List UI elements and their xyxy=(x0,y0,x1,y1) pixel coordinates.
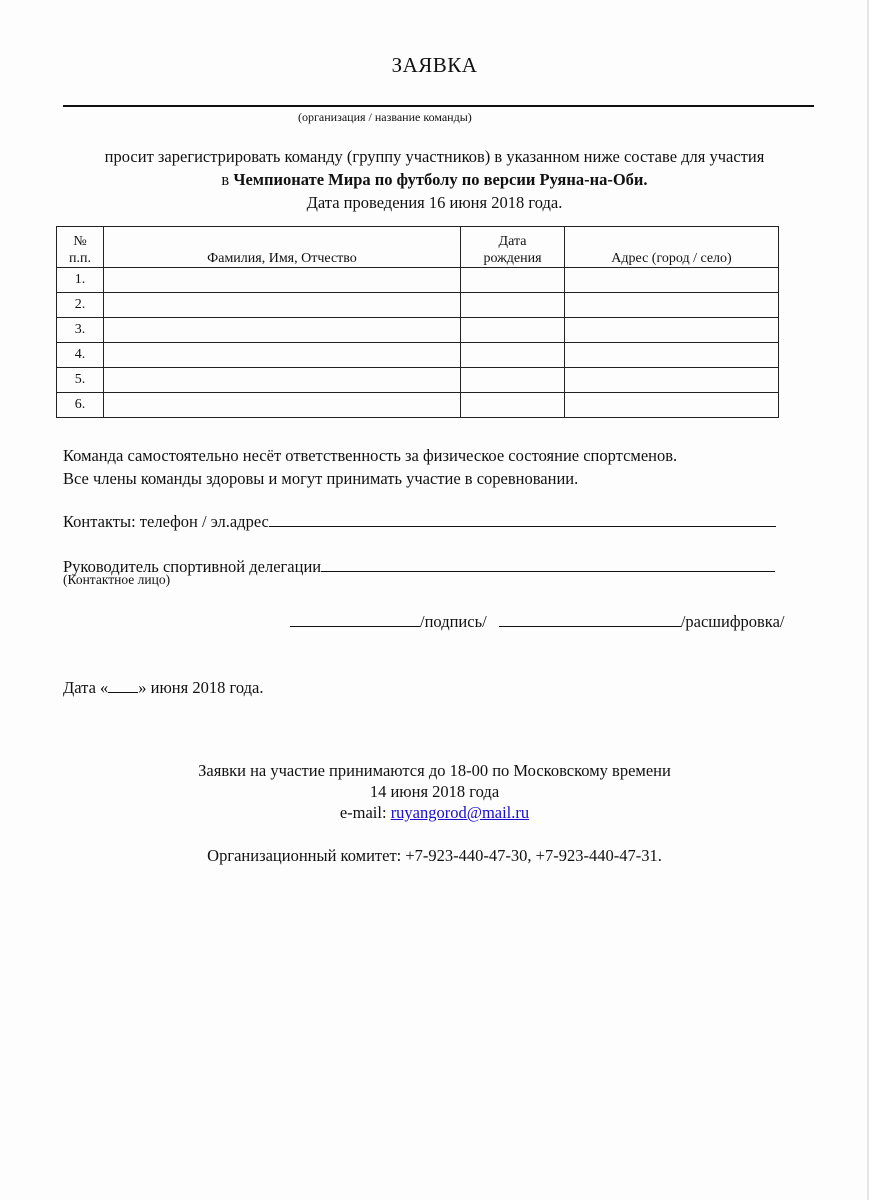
footer-notice xyxy=(0,760,869,823)
signature-blank-line[interactable] xyxy=(290,610,420,627)
address-cell[interactable] xyxy=(565,368,779,393)
table-row xyxy=(57,268,779,293)
participants-table xyxy=(56,226,779,418)
birth-date-cell[interactable] xyxy=(461,343,565,368)
contact-person-caption: (Контактное лицо) xyxy=(63,572,171,587)
name-cell[interactable] xyxy=(104,268,461,293)
birth-date-cell[interactable] xyxy=(461,293,565,318)
header-address: Адрес (город / село) xyxy=(565,227,779,268)
organization-blank-line xyxy=(63,105,814,107)
table-header-row xyxy=(57,227,779,268)
header-number xyxy=(57,227,104,268)
event-name: Чемпионате Мира по футболу по версии Руяна-на-Оби. xyxy=(233,170,648,189)
signature-row xyxy=(290,610,785,632)
table-row xyxy=(57,368,779,393)
header-birth-date-bottom: рождения xyxy=(483,251,542,266)
header-birth-date-top: Дата xyxy=(498,234,527,249)
footer-line-2: 14 июня 2018 года xyxy=(369,782,500,801)
contacts-label: Контакты: телефон / эл.адрес xyxy=(63,512,269,531)
signature-label: /подпись/ xyxy=(420,612,487,631)
table-row xyxy=(57,343,779,368)
header-full-name: Фамилия, Имя, Отчество xyxy=(104,227,461,268)
decoding-label: /расшифровка/ xyxy=(680,612,785,631)
contacts-blank-line[interactable] xyxy=(269,510,776,527)
name-cell[interactable] xyxy=(104,318,461,343)
responsibility-line-2: Все члены команды здоровы и могут принимать участие в соревновании. xyxy=(63,469,579,488)
responsibility-line-1: Команда самостоятельно несёт ответственность за физическое состояние спортсменов. xyxy=(63,446,678,465)
email-link[interactable]: ruyangorod@mail.ru xyxy=(390,803,530,822)
header-birth-date xyxy=(461,227,565,268)
table-row xyxy=(57,293,779,318)
row-number: 6. xyxy=(57,393,104,418)
leader-label: Руководитель спортивной делегации xyxy=(63,557,322,576)
date-row xyxy=(63,676,263,698)
date-prefix: Дата « xyxy=(63,678,109,697)
date-day-blank[interactable] xyxy=(108,676,138,693)
intro-text xyxy=(0,145,869,214)
table-row xyxy=(57,318,779,343)
footer-email-row xyxy=(0,802,869,823)
contacts-row xyxy=(63,510,808,533)
document-title: ЗАЯВКА xyxy=(391,53,478,77)
address-cell[interactable] xyxy=(565,318,779,343)
organizing-committee: Организационный комитет: +7-923-440-47-30, +7-923-440-47-31. xyxy=(207,846,662,865)
birth-date-cell[interactable] xyxy=(461,368,565,393)
address-cell[interactable] xyxy=(565,293,779,318)
header-number-top: № xyxy=(73,234,87,249)
row-number: 5. xyxy=(57,368,104,393)
intro-line-2 xyxy=(0,168,869,191)
leader-row xyxy=(63,555,813,578)
footer-email-label: e-mail: xyxy=(339,803,391,822)
date-suffix: » июня 2018 года. xyxy=(138,678,264,697)
name-cell[interactable] xyxy=(104,368,461,393)
footer-line-1: Заявки на участие принимаются до 18-00 по Московскому времени xyxy=(198,761,671,780)
address-cell[interactable] xyxy=(565,393,779,418)
birth-date-cell[interactable] xyxy=(461,318,565,343)
address-cell[interactable] xyxy=(565,343,779,368)
row-number: 3. xyxy=(57,318,104,343)
leader-blank-line[interactable] xyxy=(321,555,775,572)
decoding-blank-line[interactable] xyxy=(499,610,681,627)
address-cell[interactable] xyxy=(565,268,779,293)
name-cell[interactable] xyxy=(104,293,461,318)
birth-date-cell[interactable] xyxy=(461,268,565,293)
responsibility-statement xyxy=(63,444,677,490)
table-row xyxy=(57,393,779,418)
organization-caption: (организация / название команды) xyxy=(298,110,472,124)
row-number: 4. xyxy=(57,343,104,368)
header-number-bottom: п.п. xyxy=(69,251,91,266)
event-date: Дата проведения 16 июня 2018 года. xyxy=(306,193,563,212)
intro-line-1: просит зарегистрировать команду (группу участников) в указанном ниже составе для участия xyxy=(104,147,765,166)
intro-prefix: в xyxy=(221,170,234,189)
name-cell[interactable] xyxy=(104,393,461,418)
row-number: 2. xyxy=(57,293,104,318)
name-cell[interactable] xyxy=(104,343,461,368)
row-number: 1. xyxy=(57,268,104,293)
birth-date-cell[interactable] xyxy=(461,393,565,418)
